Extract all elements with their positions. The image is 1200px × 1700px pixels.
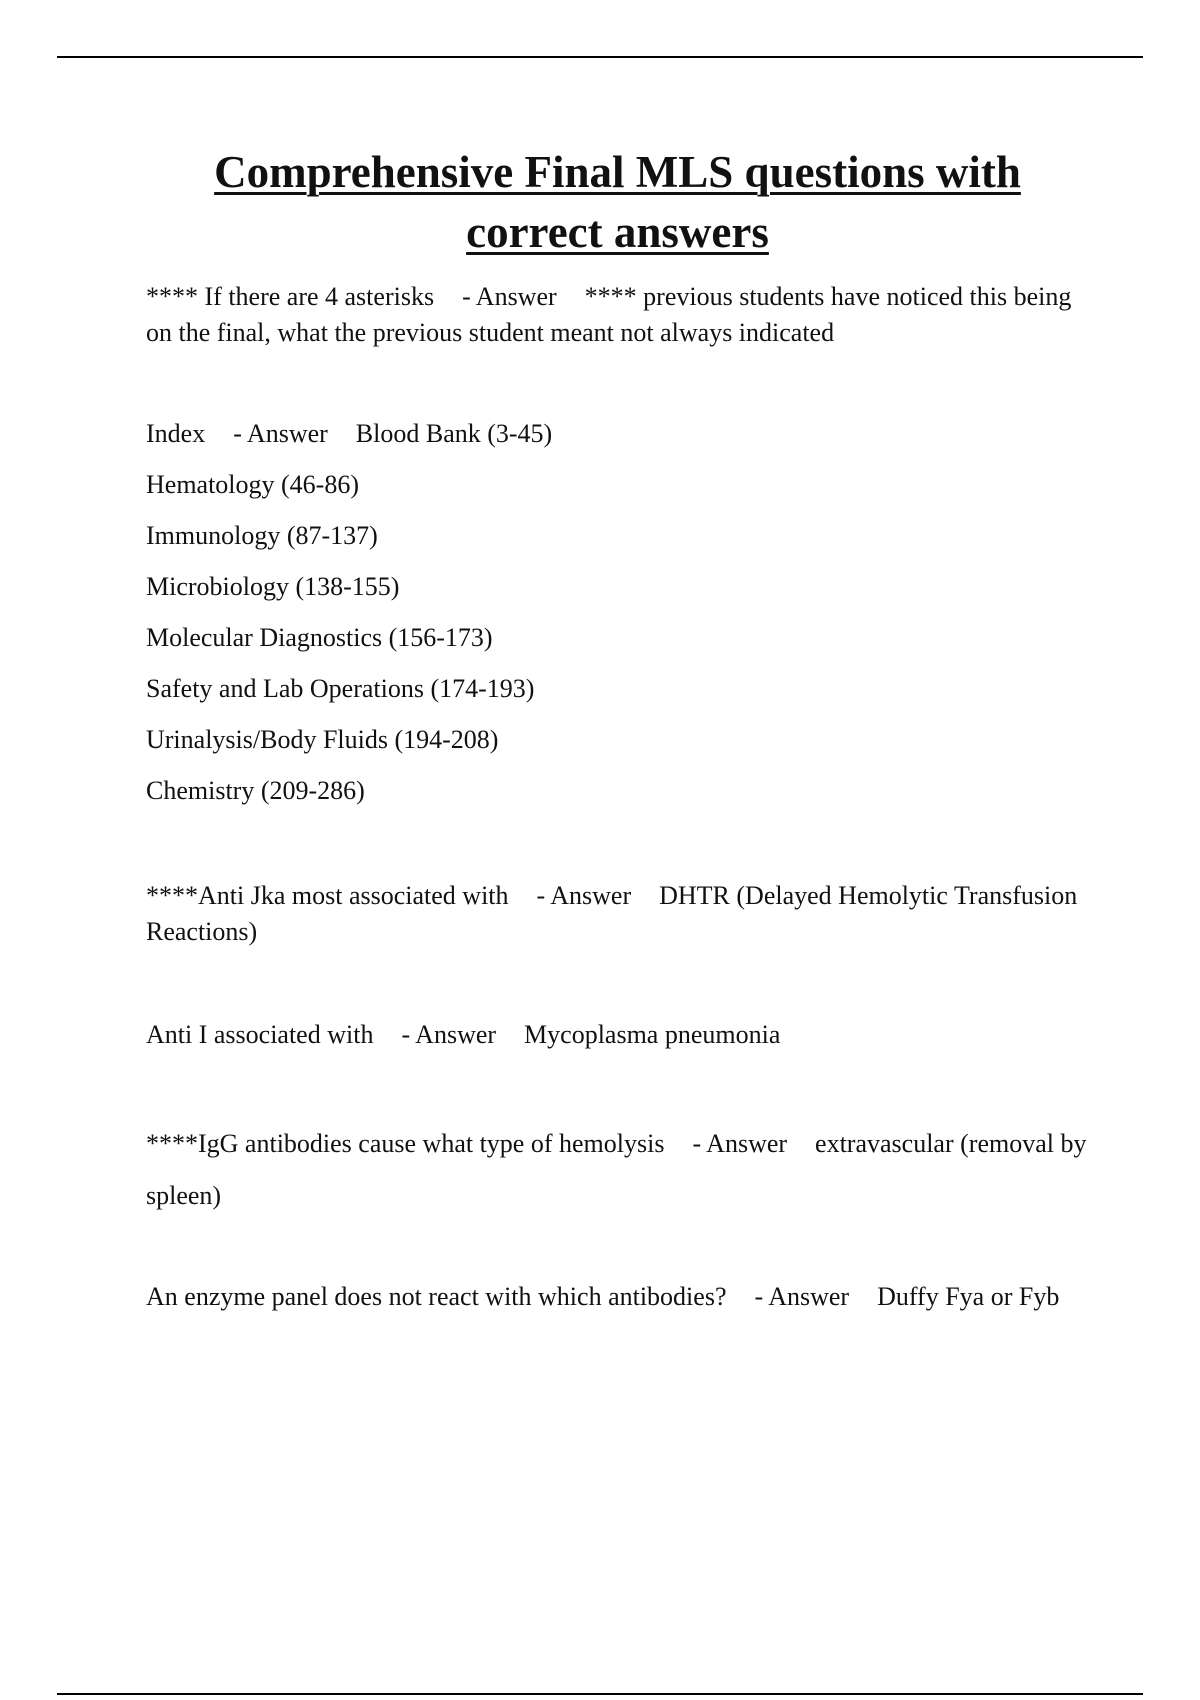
index-item: Blood Bank (3-45) [355, 419, 553, 448]
index-item: Immunology (87-137) [146, 521, 378, 550]
index-item: Urinalysis/Body Fluids (194-208) [146, 725, 499, 754]
intro-answer: **** previous students have noticed this being on the final, what the previous student meant not always indicated [146, 282, 1072, 347]
index-item: Safety and Lab Operations (174-193) [146, 674, 535, 703]
question-answer: extravascular (removal by spleen) [146, 1129, 1087, 1210]
answer-label: - Answer [401, 1020, 497, 1049]
question-block [146, 878, 1096, 950]
top-rule [57, 56, 1143, 58]
bottom-rule [57, 1693, 1143, 1695]
question-answer: Duffy Fya or Fyb [877, 1282, 1060, 1311]
intro-paragraph [146, 279, 1096, 351]
index-item: Chemistry (209-286) [146, 776, 365, 805]
question-answer: Mycoplasma pneumonia [524, 1020, 781, 1049]
answer-label: - Answer [754, 1282, 850, 1311]
question-block [146, 1271, 1096, 1323]
intro-prompt: **** If there are 4 asterisks [146, 282, 435, 311]
index-prompt: Index [146, 419, 206, 448]
index-list [146, 416, 1096, 824]
question-prompt: Anti I associated with [146, 1020, 374, 1049]
index-item: Microbiology (138-155) [146, 572, 400, 601]
answer-label: - Answer [692, 1129, 788, 1158]
index-line-first [146, 416, 1096, 467]
question-block [146, 1017, 1096, 1053]
document-title [120, 142, 1115, 262]
answer-label: - Answer [536, 881, 632, 910]
index-answer-label: - Answer [233, 419, 328, 448]
question-prompt: ****IgG antibodies cause what type of hemolysis [146, 1129, 665, 1158]
index-item: Hematology (46-86) [146, 470, 360, 499]
question-prompt: ****Anti Jka most associated with [146, 881, 509, 910]
question-prompt: An enzyme panel does not react with which antibodies? [146, 1282, 727, 1311]
question-block [146, 1118, 1096, 1222]
title-line-1: Comprehensive Final MLS questions with [214, 147, 1021, 197]
question-answer: DHTR (Delayed Hemolytic Transfusion Reactions) [146, 881, 1078, 946]
title-line-2: correct answers [466, 207, 769, 257]
intro-answer-label: - Answer [462, 282, 557, 311]
index-item: Molecular Diagnostics (156-173) [146, 623, 493, 652]
